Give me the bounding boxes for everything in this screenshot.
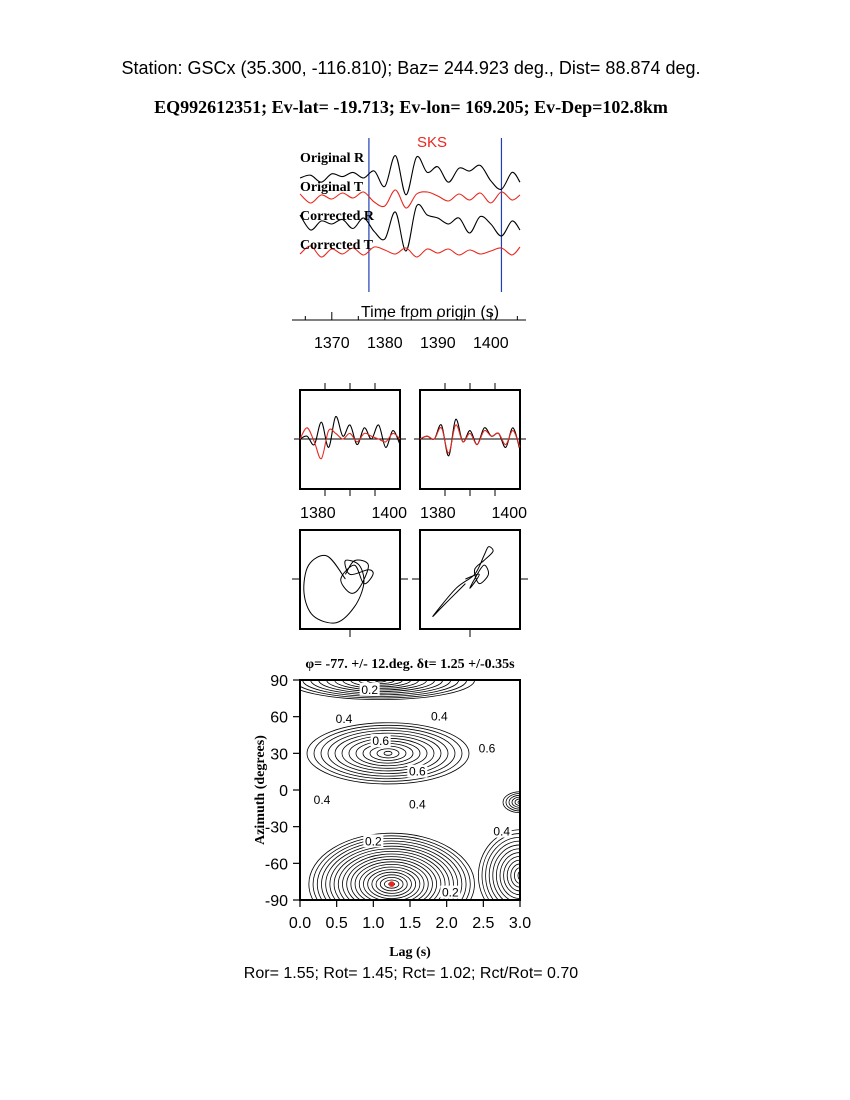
trace-label-corrected-t: Corrected T — [300, 238, 373, 253]
trace-label-original-t: Original T — [300, 180, 364, 195]
contour-level-label: 0.2 — [441, 885, 459, 900]
particle-motion-original — [292, 555, 408, 637]
waveform-traces-original — [294, 383, 406, 496]
trace-label-original-r: Original R — [300, 151, 365, 166]
trace-label-corrected-r: Corrected R — [300, 209, 374, 224]
contour-frame — [300, 680, 520, 900]
lag-axis-label: Lag (s) — [389, 945, 431, 960]
lag-tick-label: 2.5 — [472, 915, 495, 932]
best-fit-marker — [389, 881, 395, 887]
contour-panel — [253, 657, 562, 960]
azimuth-tick-label: 0 — [279, 783, 288, 800]
azimuth-tick-label: 90 — [270, 673, 288, 690]
contour-level-label: 0.6 — [478, 741, 496, 756]
lag-tick-label: 0.5 — [325, 915, 348, 932]
particle-motion-corrected-panel — [412, 530, 528, 637]
lag-tick-label: 0.0 — [288, 915, 312, 932]
contour-level-labels — [312, 683, 512, 900]
contour-upper-lobe — [370, 746, 406, 760]
azimuth-tick-label: 30 — [270, 746, 288, 764]
waveform-overlay-corrected-panel — [414, 383, 526, 496]
time-tick-label: 1390 — [420, 335, 456, 352]
lag-tick-label: 1.5 — [398, 915, 422, 932]
contour-level-label: 0.4 — [408, 797, 426, 812]
time-tick-label: 1370 — [314, 335, 350, 352]
azimuth-tick-label: -30 — [264, 819, 288, 837]
contour-level-label: 0.6 — [408, 764, 426, 779]
waveform-tick-label: 1380 — [420, 505, 456, 522]
lag-tick-label: 1.0 — [362, 915, 385, 932]
waveform-tick-label: 1400 — [371, 505, 408, 522]
contour-level-label: 0.2 — [361, 682, 379, 697]
particle-motion-corrected — [412, 547, 528, 637]
station-info: Station: GSCx (35.300, -116.810); Baz= 244.923 deg., Dist= 88.874 deg. — [121, 58, 701, 78]
contour-level-label: 0.2 — [364, 834, 382, 849]
event-info: EQ992612351; Ev-lat= -19.713; Ev-lon= 169.205; Ev-Dep=102.8km — [154, 97, 668, 117]
waveform-overlay-original-panel — [294, 383, 406, 496]
waveform-traces-corrected — [414, 383, 526, 496]
phase-label: SKS — [416, 134, 448, 151]
time-axis-label: Time from origin (s) — [360, 304, 500, 321]
contour-title: φ= -77. +/- 12.deg. δt= 1.25 +/-0.35s — [305, 657, 515, 672]
contour-upper-lobe — [384, 751, 392, 755]
particle-motion-original-panel — [292, 530, 408, 637]
contour-upper-lobe — [377, 749, 399, 758]
particle-path — [304, 555, 373, 623]
particle-motion-box-original — [300, 530, 400, 629]
waveform-t — [300, 428, 400, 459]
contour-level-label: 0.4 — [493, 824, 511, 839]
azimuth-tick-label: -90 — [264, 893, 288, 910]
waveform-tick-labels — [300, 505, 527, 522]
summary-ratios: Ror= 1.55; Rot= 1.45; Rct= 1.02; Rct/Rot= 0.70 — [243, 965, 579, 982]
contour-axes — [265, 673, 531, 932]
contour-level-label: 0.4 — [335, 712, 353, 727]
azimuth-tick-label: 60 — [270, 709, 288, 727]
waveform-tick-label: 1400 — [491, 505, 528, 522]
contour-upper-lobe — [307, 723, 469, 784]
azimuth-axis-label: Azimuth (degrees) — [253, 735, 268, 845]
contour-level-label: 0.4 — [313, 792, 331, 807]
lag-tick-label: 3.0 — [508, 915, 532, 932]
seismogram-panel — [292, 134, 526, 352]
time-tick-label: 1400 — [473, 335, 509, 352]
lag-tick-label: 2.0 — [435, 915, 458, 932]
particle-path — [433, 547, 493, 617]
contour-level-label: 0.4 — [430, 709, 448, 724]
contour-level-label: 0.6 — [372, 734, 390, 749]
time-tick-label: 1380 — [367, 335, 403, 352]
waveform-tick-label: 1380 — [300, 505, 336, 522]
azimuth-tick-label: -60 — [264, 856, 288, 874]
